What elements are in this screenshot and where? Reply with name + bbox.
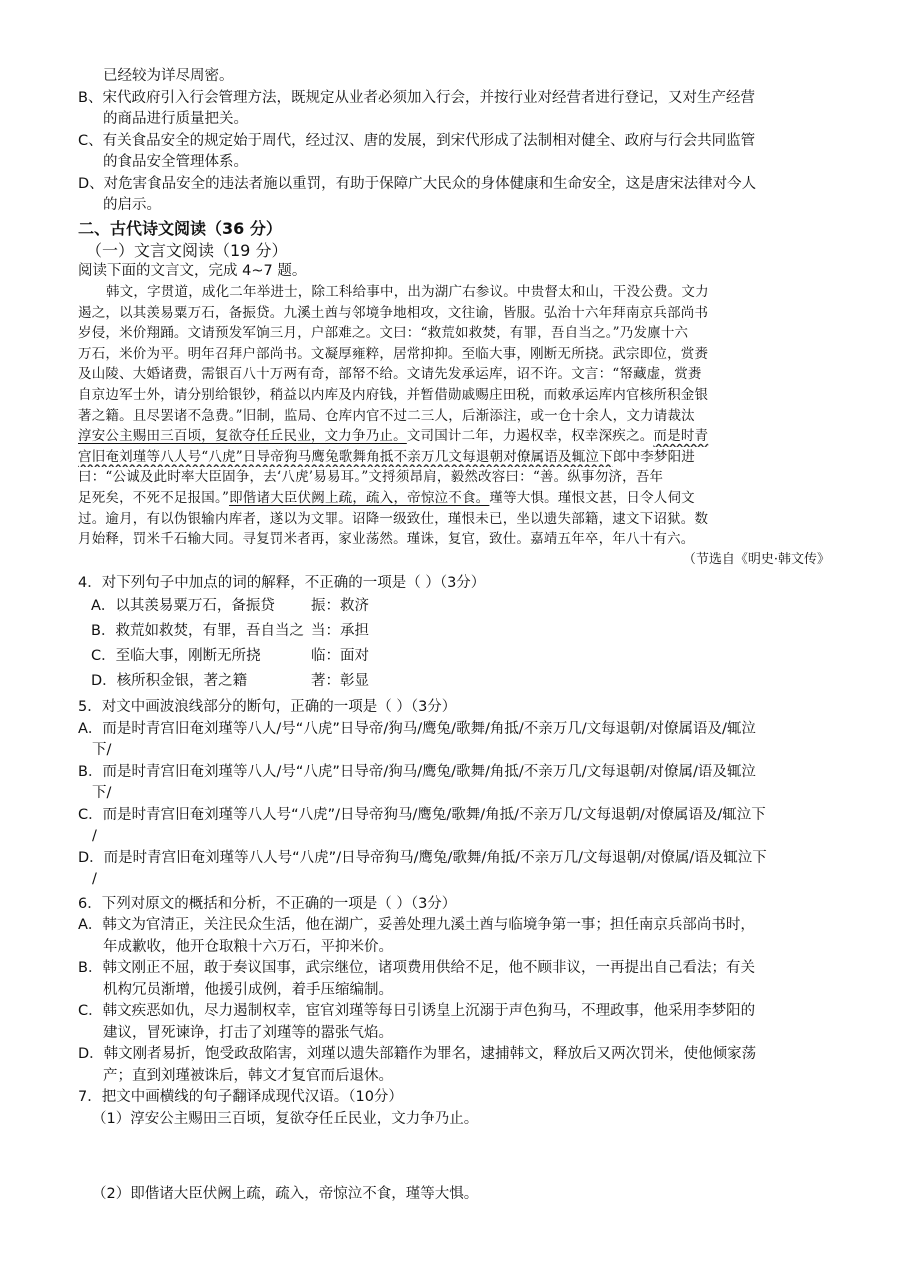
option-gloss: 振：救济 [311,598,369,615]
classical-passage [78,282,834,570]
option-b-continuation: 机构冗员渐增，他援引成例，着手压缩编制。 [103,981,393,998]
passage-line: 万石，米价为平。明年召拜户部尚书。文凝厚雍粹，居常抑抑。至临大事，刚断无所挠。武宗即位，赏赉 [78,345,709,362]
passage-line: 著之籍。且尽罢诸不急费。”旧制，监局、仓库内官不过二三人，后渐添注，或一仓十余人，文力请裁汰 [78,407,695,424]
passage-line: 月始释，罚米千石输大同。寻复罚米者再，家业荡然。瑾诛，复官，致仕。嘉靖五年卒，年八十有六。 [78,531,695,548]
underlined-sentence-1: 淳安公主赐田三百顷，复欲夺任丘民业，文力争乃止。 [78,428,407,445]
option-b: B．韩文刚正不屈，敢于奏议国事，武宗继位，诸项费用供给不足，他不顾非议，一再提出自己看法；有关 [78,960,755,977]
exam-page [78,66,834,1234]
option-d-continuation: 产；直到刘瑾被诛后，韩文才复官而后退休。 [103,1067,393,1084]
question-stem: 5．对文中画波浪线部分的断句，正确的一项是（ ）（3分） [78,699,457,716]
option-b-continuation: 的商品进行质量把关。 [103,111,248,127]
option-c-continuation-2: 的食品安全管理体系。 [103,154,248,170]
reading-instruction: 阅读下面的文言文，完成 4~7 题。 [78,262,307,279]
passage-line [78,426,834,447]
passage-line [78,488,834,509]
wavy-underlined-text: 而是时青 [653,428,709,445]
option-c: C．而是时青宫旧奄刘瑾等八人号“八虎”/日导帝狗马/鹰兔/歌舞/角抵/不亲万几/文每退朝/对僚属语及/辄泣下 [78,806,766,823]
option-c-line: C、有关食品安全的规定始于周代，经过汉、唐的发展，到宋代形成了法制相对健全、政府与行会共同监管 [78,132,756,149]
option-d: D．而是时青宫旧奄刘瑾等八人号“八虎”/日导帝狗马/鹰兔/歌舞/角抵/不亲万几/文每退朝/对僚属/语及辄泣下 [78,849,767,866]
question-4 [78,573,834,695]
option-sentence: A．以其羡易粟万石，备振贷 [91,598,275,615]
passage-line: 韩文，字贯道，成化二年举进士，除工科给事中，出为湖广右参议。中贵督太和山，干没公费。文力 [106,284,709,300]
option-sentence: C．至临大事，刚断无所挠 [91,648,261,665]
option-a-continuation: 年成歉收，他开仓取粮十六万石，平抑米价。 [103,938,393,955]
option-b [78,619,834,644]
question-stem: 6．下列对原文的概括和分析，不正确的一项是（ ）（3分） [78,895,457,912]
option-gloss: 当：承担 [311,623,369,640]
option-c [78,644,834,669]
option-b-continuation: 下/ [92,785,112,802]
option-d: D．韩文刚者易折，饱受政敌陷害，刘瑾以遗失部籍作为罪名，逮捕韩文，释放后又两次罚米，使他倾家荡 [78,1046,757,1063]
option-c-continuation: 建议，冒死谏诤，打击了刘瑾等的嚣张气焰。 [103,1024,393,1041]
option-gloss: 临：面对 [311,648,369,665]
passage-text: 足死矣，不死不足报国。” [78,489,230,506]
translation-item-2: （2）即偕诸大臣伏阙上疏，疏入，帝惊泣不食，瑾等大惧。 [92,1186,479,1203]
option-d-continuation: 的启示。 [103,197,161,213]
previous-question-options [78,66,834,217]
passage-text: 郎中李梦阳进 [612,448,696,465]
subsection-title: （一）文言文阅读（19 分） [86,240,288,260]
wavy-underlined-text: 宫旧奄刘瑾等八人号“八虎”日导帝狗马鹰兔歌舞角抵不亲万几文每退朝对僚属语及辄泣下 [78,448,613,465]
option-d-continuation: / [92,871,97,888]
option-sentence: D．核所积金银，著之籍 [91,673,248,690]
question-5 [78,697,834,891]
passage-line: 过。逾月，有以伪银输内库者，遂以为文罪。诏降一级致仕，瑾恨未已，坐以遗失部籍，逮文下诏狱。数 [78,510,709,527]
option-c-continuation: 已经较为详尽周密。 [103,68,234,84]
passage-line: 遏之，以其羡易粟万石，备振贷。九溪土酋与邻境争地相攻，文往谕，皆服。弘治十六年拜南京兵部尚书 [78,304,709,321]
passage-source: （节选自《明史·韩文传》 [682,551,830,567]
option-b: B．而是时青宫旧奄刘瑾等八人/号“八虎”日导帝/狗马/鹰兔/歌舞/角抵/不亲万几/文每退朝/对僚属/语及辄泣 [78,763,756,780]
passage-line [78,447,834,468]
option-a: A．而是时青宫旧奄刘瑾等八人/号“八虎”日导帝/狗马/鹰兔/歌舞/角抵/不亲万几/文每退朝/对僚属语及/辄泣 [78,720,756,737]
option-d-line: D、对危害食品安全的违法者施以重罚，有助于保障广大民众的身体健康和生命安全，这是唐宋法律对今人 [78,175,757,192]
answer-space-2[interactable] [78,1206,834,1234]
passage-line: 自京边军士外，请分别给银钞，稍益以内库及内府钱，并暂借勋戚赐庄田税，而敕承运库内官核所积金银 [78,386,709,403]
option-gloss: 著：彰显 [311,673,369,690]
passage-line: 曰：“公诚及此时率大臣固争，去‘八虎’易易耳。”文捋须昂肩，毅然改容曰：“善。纵事勿济，吾年 [78,469,664,486]
passage-text: 瑾等大惧。瑾恨文甚，日令人伺文 [489,489,695,506]
option-d [78,669,834,694]
option-c-continuation: / [92,828,97,845]
underlined-sentence-2: 即偕诸大臣伏阙上疏，疏入，帝惊泣不食。 [229,489,490,506]
option-c: C．韩文疾恶如仇，尽力遏制权幸，宦官刘瑾等每日引诱皇上沉溺于声色狗马，不理政事，他采用李梦阳的 [78,1003,756,1020]
passage-line: 岁侵，米价翔踊。文请预发军饷三月，户部难之。文曰：“救荒如救焚，有罪，吾自当之。”乃发廪十六 [78,325,689,342]
option-sentence: B．救荒如救焚，有罪，吾自当之 [91,623,304,640]
question-6 [78,894,834,1088]
question-stem: 7．把文中画横线的句子翻译成现代汉语。（10分） [78,1089,403,1106]
option-a [78,594,834,619]
question-7 [78,1087,834,1234]
section-title: 二、古代诗文阅读（36 分） [78,218,282,238]
option-a: A．韩文为官清正，关注民众生活，他在湖广，妥善处理九溪土酋与临境争第一事；担任南京兵部尚书时， [78,917,755,934]
answer-space-1[interactable] [78,1130,834,1184]
question-stem: 4．对下列句子中加点的词的解释，不正确的一项是（ ）（3分） [78,574,486,591]
translation-item-1: （1）淳安公主赐田三百顷，复欲夺任丘民业，文力争乃止。 [92,1110,479,1127]
option-a-continuation: 下/ [92,742,112,759]
passage-text: 文司国计二年，力遏权幸，权幸深疾之。 [406,428,654,445]
option-b-line: B、宋代政府引入行会管理方法，既规定从业者必须加入行会，并按行业对经营者进行登记，又对生产经营 [78,89,755,106]
passage-line: 及山陵、大婚诸费，需银百八十万两有奇，部帑不给。文请先发承运库，诏不许。文言：“帑藏虚，赏赉 [78,366,702,383]
